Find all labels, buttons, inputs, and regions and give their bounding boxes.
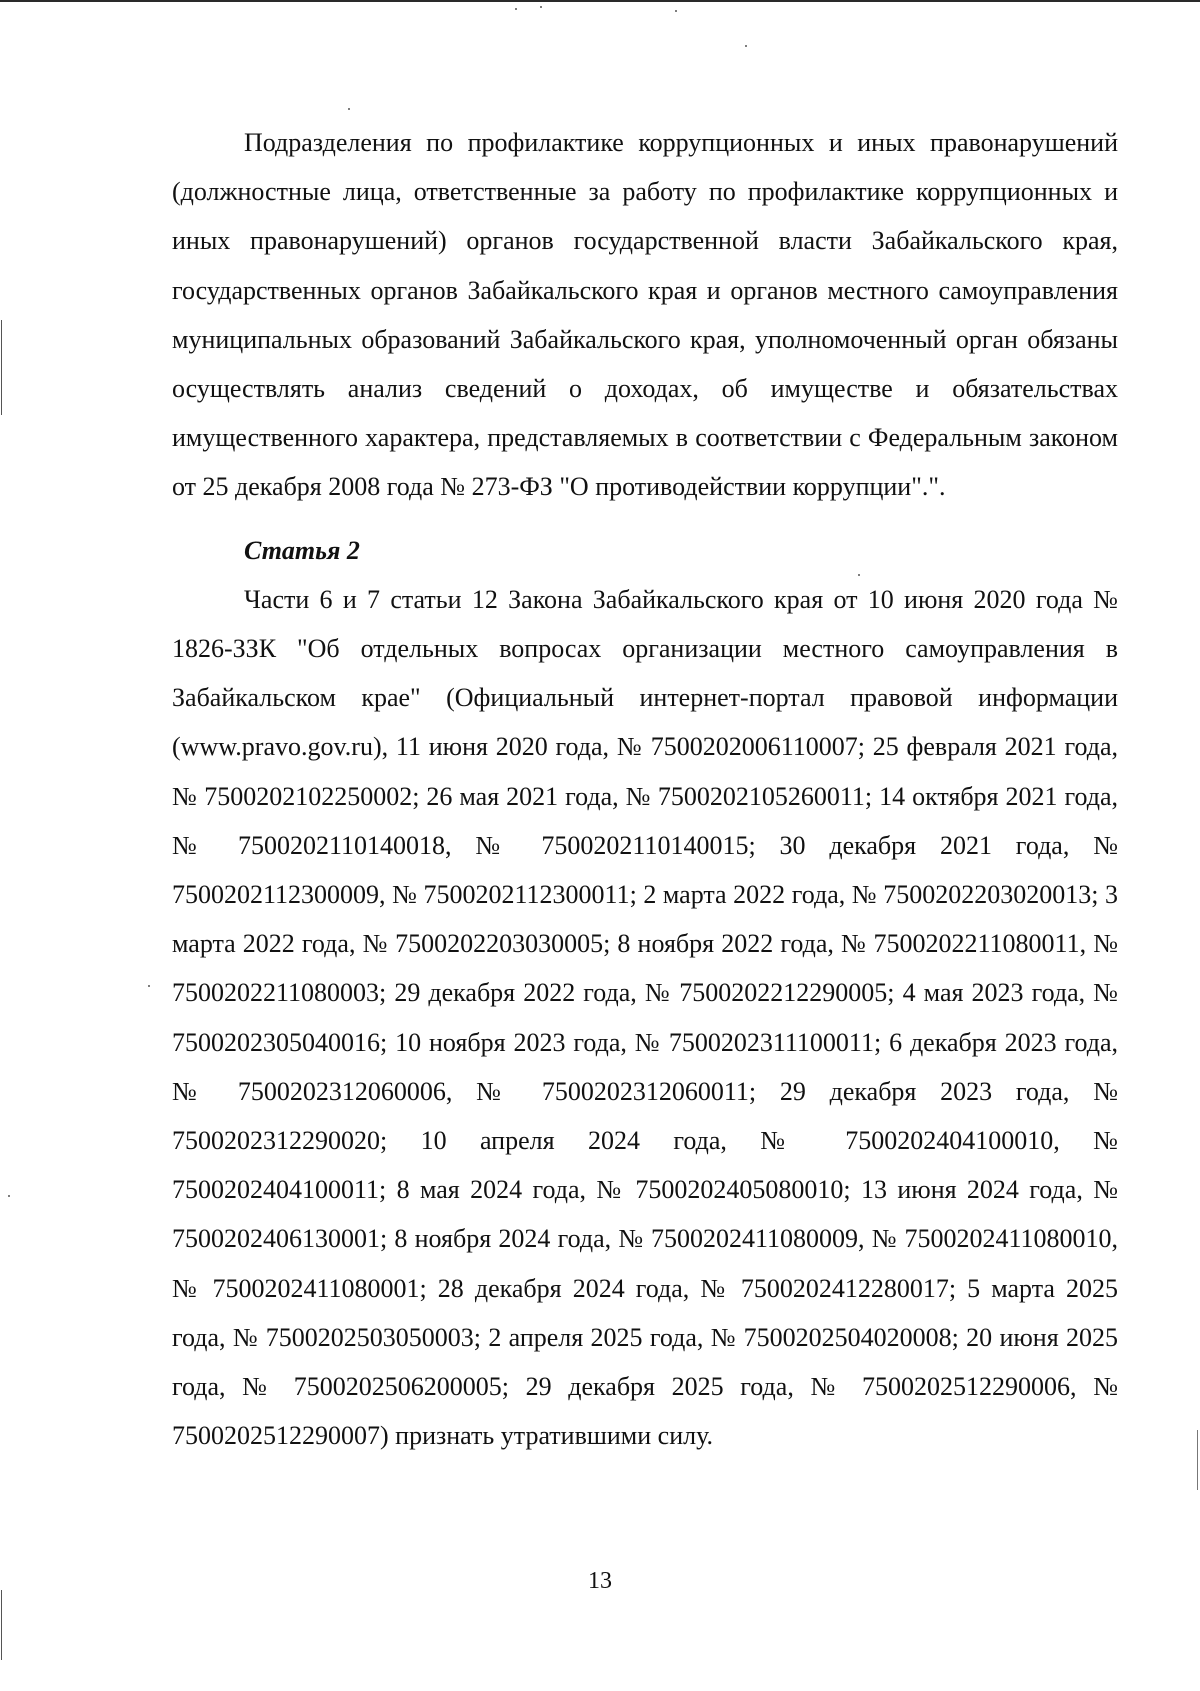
paragraph-2: Части 6 и 7 статьи 12 Закона Забайкальского края от 10 июня 2020 года № 1826-ЗЗК "Об отдельных вопросах организации местного самоуправления в Забайкальском крае" (Официальный интернет-портал правовой информации (www.pravo.gov.ru), 11 июня 2020 года, № 7500202006110007; 25 февраля 2021 года, № 7500202102250002; 26 мая 2021 года, № 7500202105260011; 14 октября 2021 года, № 7500202110140018, № 7500202110140015; 30 декабря 2021 года, № 7500202112300009, № 7500202112300011; 2 марта 2022 года, № 7500202203020013; 3 марта 2022 года, № 7500202203030005; 8 ноября 2022 года, № 7500202211080011, № 7500202211080003; 29 декабря 2022 года, № 7500202212290005; 4 мая 2023 года, № 7500202305040016; 10 ноября 2023 года, № 7500202311100011; 6 декабря 2023 года, № 7500202312060006, № 7500202312060011; 29 декабря 2023 года, № 7500202312290020; 10 апреля 2024 года, № 7500202404100010, № 7500202404100011; 8 мая 2024 года, № 7500202405080010; 13 июня 2024 года, № 7500202406130001; 8 ноября 2024 года, № 7500202411080009, № 7500202411080010, № 7500202411080001; 28 декабря 2024 года, № 7500202412280017; 5 марта 2025 года, № 7500202503050003; 2 апреля 2025 года, № 7500202504020008; 20 июня 2025 года, № 7500202506200005; 29 декабря 2025 года, № 7500202512290006, № 7500202512290007) признать утратившими силу.: [172, 584, 1118, 1451]
scan-speck: [348, 108, 350, 110]
scan-speck: [8, 1195, 10, 1197]
scan-speck: [675, 10, 677, 12]
scan-speck: [515, 8, 517, 10]
page-number: 13: [588, 1568, 612, 1594]
scan-speck: [148, 985, 150, 987]
document-body: [172, 118, 1118, 1460]
article-heading: Статья 2: [244, 535, 360, 565]
scan-left-edge-mark: [1, 320, 2, 415]
scan-left-edge-mark: [1, 1590, 2, 1660]
scan-speck: [745, 45, 747, 47]
scan-speck: [540, 6, 542, 8]
paragraph-1: Подразделения по профилактике коррупционных и иных правонарушений (должностные лица, ответственные за работу по профилактике коррупционных и иных правонарушений) органов государственной власти Забайкальского края, государственных органов Забайкальского края и органов местного самоуправления муниципальных образований Забайкальского края, уполномоченный орган обязаны осуществлять анализ сведений о доходах, об имуществе и обязательствах имущественного характера, представляемых в соответствии с Федеральным законом от 25 декабря 2008 года № 273-ФЗ "О противодействии коррупции".".: [172, 128, 1118, 502]
scan-right-edge-mark: [1197, 1430, 1198, 1490]
scan-top-edge: [0, 0, 1200, 2]
